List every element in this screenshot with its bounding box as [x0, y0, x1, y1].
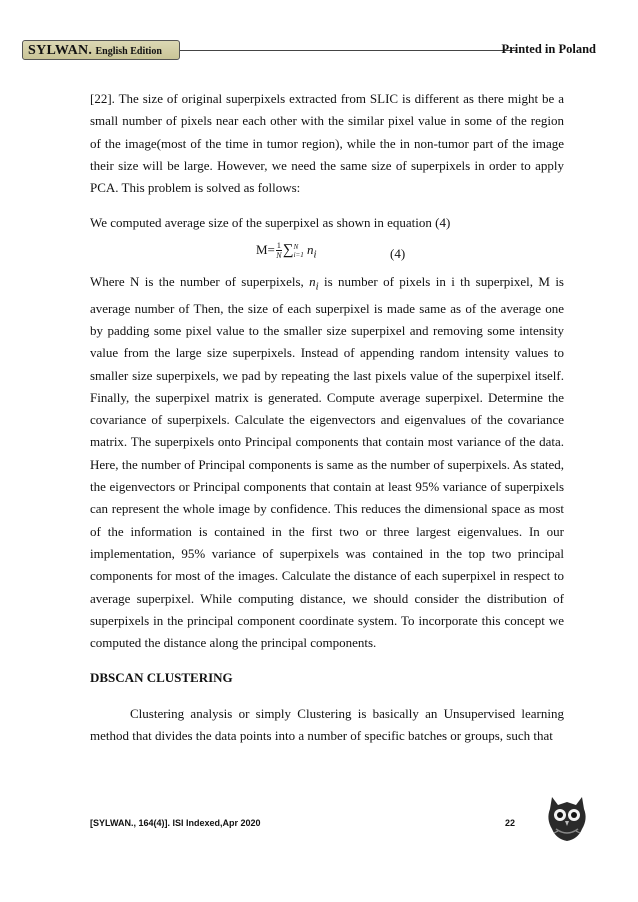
equation-4 — [90, 235, 564, 271]
equation-fraction — [276, 241, 282, 260]
sum-term-subscript: i — [313, 248, 317, 261]
sum-limits — [294, 243, 304, 259]
running-header — [22, 40, 596, 62]
equation-number: (4) — [390, 245, 406, 261]
footer-citation: [SYLWAN., 164(4)]. ISI Indexed,Apr 2020 — [90, 818, 261, 828]
sum-term: n — [307, 241, 314, 257]
sum-symbol: ∑ — [282, 241, 294, 258]
journal-edition: English Edition — [95, 46, 162, 57]
paragraph-clustering: Clustering analysis or simply Clustering is basically an Unsupervised learning method that divides the data points into a number of specific batches or groups, such that — [90, 705, 564, 744]
paragraph-pca-intro: Where N is the number of superpixels, — [90, 273, 310, 289]
fraction-numerator: 1 — [276, 241, 281, 251]
paragraph-pca-procedure — [90, 271, 564, 655]
equation-body — [256, 239, 317, 266]
inline-variable: n — [309, 273, 316, 289]
paragraph-superpixel-size: [22]. The size of original superpixels extracted from SLIC is different as there might be a small number of pixels near each other with the similar pixel value in some of the region of the image(most of the time in tumor region), while the in non-tumor part of the image their size will be large. However, we need the same size of superpixels in order to apply PCA. This problem is solved as follows: — [90, 91, 564, 196]
journal-badge — [22, 40, 180, 60]
journal-brand: SYLWAN. — [28, 43, 93, 58]
header-rule — [180, 50, 516, 51]
paragraph-pca-rest: is number of pixels in i th superpixel, M is average number of Then, the size of each superpixel is made same as of the average one by padding some pixel value to the smaller size superpixel and removing some intensity value from the large size superpixels. Instead of appending random intensity values to smaller size superpixels, we pad by repeating the last pixels value of the superpixel itself. Finally, the superpixel matrix is generated. Compute average superpixel. Determine the covariance of superpixels. Calculate the eigenvectors and eigenvalues of the covariance matrix. The superpixels onto Principal components that contain most variance of the data. Here, the number of Principal components is same as the number of superpixels. As stated, the eigenvectors or Principal components that contain at least 95% variance of superpixels can represent the whole image by confidence. This reduces the dimensional space as most of the information is contained in the first two or three largest eigenvalues. In our implementation, 95% variance of superpixels was contained in the top two principal components for most of the images. Calculate the distance of each superpixel in respect to average superpixel. While computing distance, we should consider the distribution of superpixels in the principal component coordinate system. To incorporate this concept we computed the distance along the principal components. — [90, 273, 564, 651]
paragraph-average-size: We computed average size of the superpixel as shown in equation (4) — [90, 215, 451, 231]
fraction-denominator: N — [276, 251, 282, 261]
inline-variable-subscript: i — [315, 280, 319, 293]
header-printed-in: Printed in Poland — [501, 42, 596, 56]
sum-lower-limit: i=1 — [293, 250, 304, 259]
page-body — [90, 88, 564, 747]
section-heading: DBSCAN CLUSTERING — [90, 670, 233, 686]
sum-upper-limit: N — [293, 242, 299, 251]
page-number: 22 — [505, 818, 516, 828]
owl-emblem-icon — [544, 793, 590, 843]
equation-lhs: M= — [256, 241, 275, 257]
